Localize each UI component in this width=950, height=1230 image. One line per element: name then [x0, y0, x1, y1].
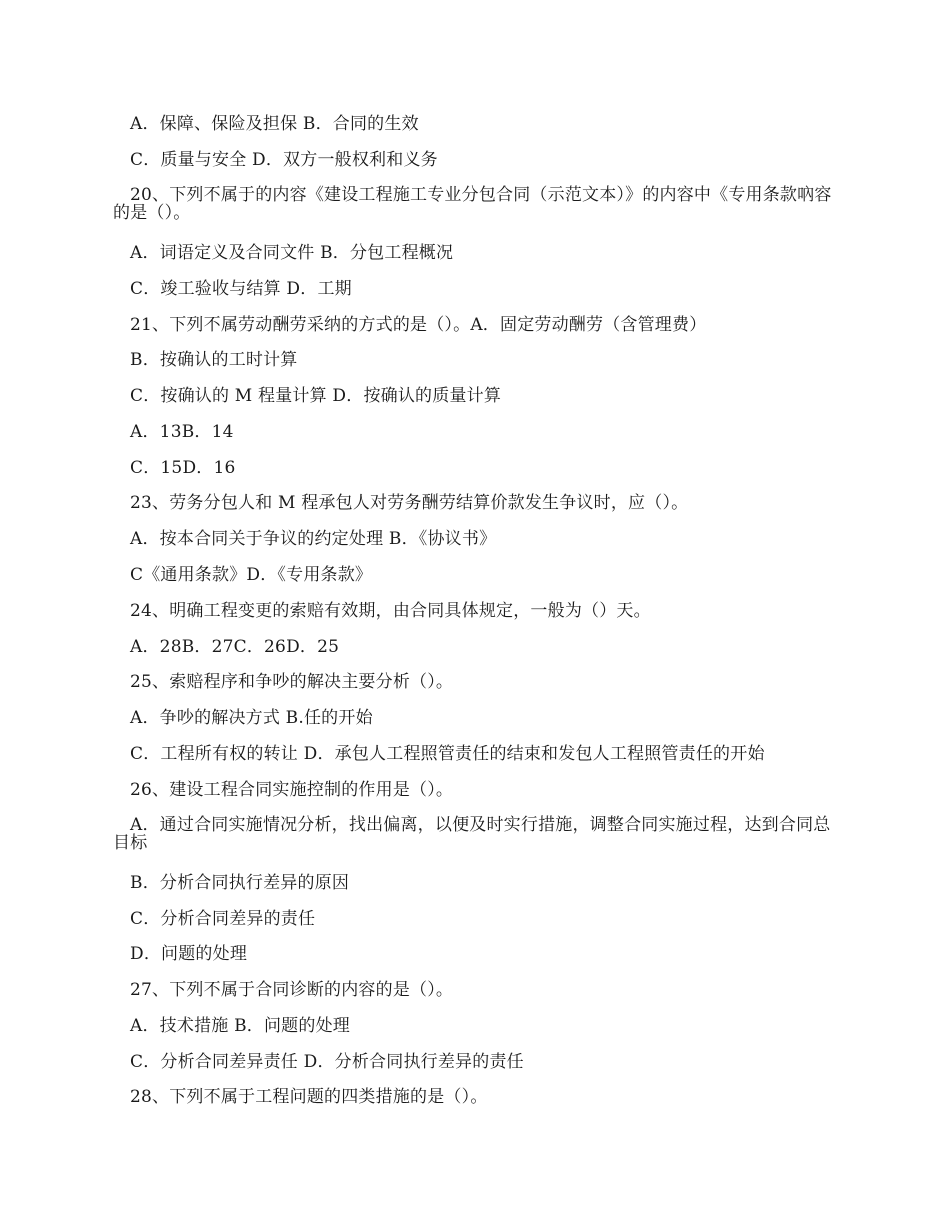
option-line: C．分析合同差异的责任 [130, 909, 316, 929]
option-line: D．问题的处理 [130, 944, 248, 964]
option-line: A．保障、保险及担保 B．合同的生效 [130, 114, 419, 134]
option-line: B．按确认的工时计算 [130, 350, 298, 370]
option-line: C．竣工验收与结算 D．工期 [130, 279, 352, 299]
option-line: B．分析合同执行差异的原因 [130, 873, 350, 893]
option-line: A．通过合同实施情况分析，找出偏离，以便及时实行措施，调整合同实施过程，达到合同总目标 [113, 815, 831, 853]
option-line: A．争吵的解决方式 B.任的开始 [130, 708, 373, 728]
option-line: A．28B．27C．26D．25 [130, 637, 340, 657]
option-line: A．13B．14 [130, 422, 234, 442]
option-line: C《通用条款》D．《专用条款》 [130, 565, 373, 585]
option-line: C．质量与安全 D．双方一般权利和义务 [130, 150, 438, 170]
question-26: 26、建设工程合同实施控制的作用是（）。 [130, 780, 454, 800]
option-line: C．工程所有权的转让 D．承包人工程照管责任的结束和发包人工程照管责任的开始 [130, 744, 765, 764]
question-24: 24、明确工程变更的索赔有效期，由合同具体规定，一般为（）天。 [130, 601, 651, 621]
question-23: 23、劳务分包人和 M 程承包人对劳务酬劳结算价款发生争议时，应（）。 [130, 493, 689, 513]
option-line: C．分析合同差异责任 D．分析合同执行差异的责任 [130, 1052, 524, 1072]
question-21: 21、下列不属劳动酬劳采纳的方式的是（）。A．固定劳动酬劳（含管理费） [130, 315, 707, 335]
option-line: C．按确认的 M 程量计算 D．按确认的质量计算 [130, 386, 502, 406]
question-27: 27、下列不属于合同诊断的内容的是（）。 [130, 980, 454, 1000]
option-line: C．15D．16 [130, 458, 236, 478]
option-line: A．词语定义及合同文件 B．分包工程概况 [130, 243, 454, 263]
question-28: 28、下列不属于工程问题的四类措施的是（）。 [130, 1087, 488, 1107]
question-20: 20、下列不属于的内容《建设工程施工专业分包合同（示范文本）》的内容中《专用条款吶容的是（）。 [113, 185, 832, 223]
question-25: 25、索赔程序和争吵的解决主要分析（）。 [130, 672, 454, 692]
option-line: A．按本合同关于争议的约定处理 B．《协议书》 [130, 529, 497, 549]
option-line: A．技术措施 B．问题的处理 [130, 1016, 350, 1036]
